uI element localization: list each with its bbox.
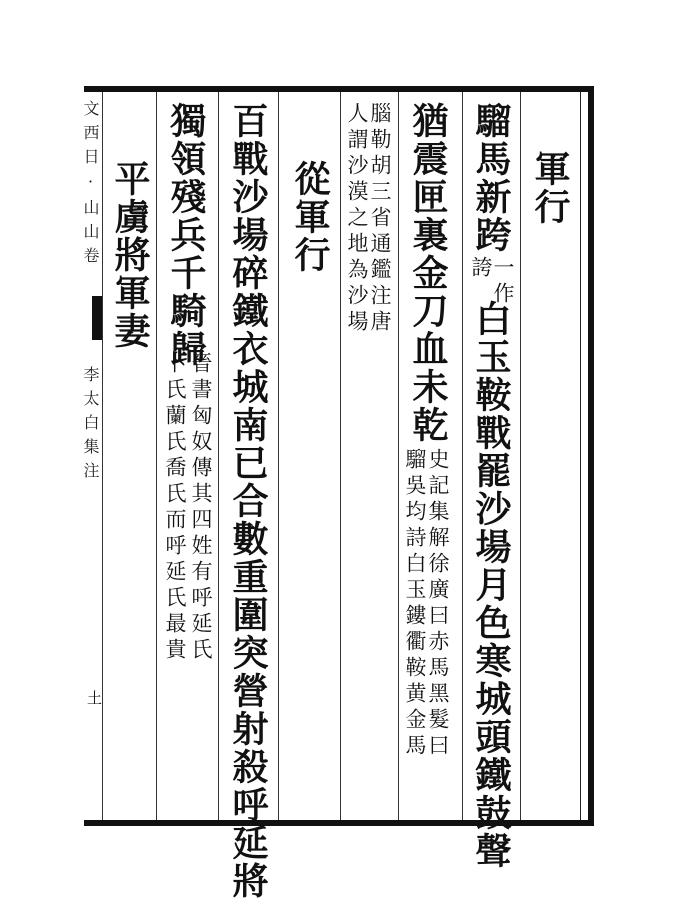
column-rule (398, 92, 399, 820)
frame-inner-line (580, 92, 581, 820)
spine-marker (92, 296, 102, 340)
poem-title: 軍行 (529, 150, 571, 226)
commentary: 卜氏蘭氏喬氏而呼延氏最貴 (163, 352, 187, 664)
poem-line: 獨領殘兵千騎歸 (165, 102, 207, 368)
poem-line: 百戰沙場碎鐵衣城南已合數重圍突營射殺呼延將 (227, 102, 269, 900)
commentary: 腦勒胡三省通鑑注唐 (368, 102, 392, 336)
folio-number: 土 (85, 690, 103, 705)
frame-border-top (84, 86, 592, 92)
commentary: 晉書匈奴傳其四姓有呼延氏 (189, 352, 213, 664)
commentary: 史記集解徐廣曰赤馬黑髮曰 (426, 448, 450, 760)
poem-title: 從軍行 (289, 160, 331, 274)
column-rule (278, 92, 279, 820)
variant-char: 誇 (469, 256, 493, 282)
variant-note: 一作 (491, 256, 515, 308)
column-rule (340, 92, 341, 820)
frame-border-bottom (84, 820, 592, 826)
column-rule (218, 92, 219, 820)
column-rule (156, 92, 157, 820)
commentary: 人謂沙漠之地為沙場 (345, 102, 369, 336)
poem-title: 平虜將軍妻 (109, 160, 151, 350)
poem-line: 猶震匣裏金刀血未乾 (407, 102, 449, 444)
poem-line: 白玉鞍戰罷沙場月色寒城頭鐵鼓聲 (470, 300, 512, 870)
spine-title: 李太白集注 (81, 366, 100, 486)
poem-line: 騮馬新跨 (470, 102, 512, 254)
frame-border-right (588, 86, 594, 826)
spine-text: 文西日·山⼭卷 (81, 100, 100, 271)
column-rule (102, 92, 103, 820)
column-rule (520, 92, 521, 820)
column-rule (462, 92, 463, 820)
commentary: 騮吳均詩白玉鏤衢鞍黄金馬 (403, 448, 427, 760)
